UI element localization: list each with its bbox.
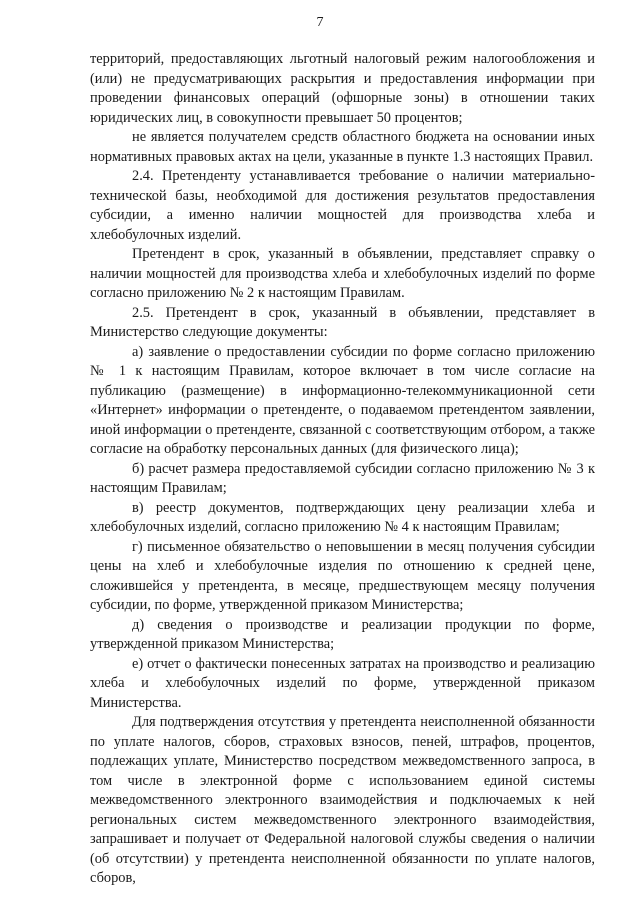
page-number: 7 xyxy=(316,15,324,30)
paragraph-12: Для подтверждения отсутствия у претендента неисполненной обязанности по уплате налогов, сборов, страховых взносов, пеней, штрафов, процентов, подлежащих уплате, Министерство посредством межведомственного запроса, в том числе в электронной форме с использованием единой системы межведомственного электронного взаимодействия и подключаемых к ней региональных систем межведомственного электронного взаимодействия, запрашивает и получает от Федеральной налоговой службы сведения о наличии (об отсутствии) у претендента неисполненной обязанности по уплате налогов, сборов, xyxy=(90,714,595,886)
document-body xyxy=(90,50,595,889)
paragraph-9: г) письменное обязательство о неповышении в месяц получения субсидии цены на хлеб и хлебобулочные изделия по отношению к средней цене, сложившейся у претендента, в месяце, предшествующем месяцу получения субсидии, по форме, утвержденной приказом Министерства; xyxy=(90,538,595,613)
paragraph-2: не является получателем средств областного бюджета на основании иных нормативных правовых актах на цели, указанные в пункте 1.3 настоящих Правил. xyxy=(90,129,595,165)
paragraph-10: д) сведения о производстве и реализации продукции по форме, утвержденной приказом Министерства; xyxy=(90,616,595,652)
paragraph-3: 2.4. Претенденту устанавливается требование о наличии материально-технической базы, необходимой для достижения результатов предоставления субсидии, а именно наличии мощностей для производства хлеба и хлебобулочных изделий. xyxy=(90,168,595,243)
paragraph-4: Претендент в срок, указанный в объявлении, представляет справку о наличии мощностей для производства хлеба и хлебобулочных изделий по форме согласно приложению № 2 к настоящим Правилам. xyxy=(90,246,595,301)
paragraph-6: а) заявление о предоставлении субсидии по форме согласно приложению № 1 к настоящим Правилам, которое включает в том числе согласие на публикацию (размещение) в информационно-телекоммуникационной сети «Интернет» информации о претенденте, о подаваемом претендентом заявлении, иной информации о претенденте, связанной с соответствующим отбором, а также согласие на обработку персональных данных (для физического лица); xyxy=(90,343,595,457)
paragraph-5: 2.5. Претендент в срок, указанный в объявлении, представляет в Министерство следующие документы: xyxy=(90,304,595,340)
paragraph-7: б) расчет размера предоставляемой субсидии согласно приложению № 3 к настоящим Правилам; xyxy=(90,460,595,496)
paragraph-11: е) отчет о фактически понесенных затратах на производство и реализацию хлеба и хлебобулочных изделий по форме, утвержденной приказом Министерства. xyxy=(90,655,595,711)
paragraph-8: в) реестр документов, подтверждающих цену реализации хлеба и хлебобулочных изделий, согласно приложению № 4 к настоящим Правилам; xyxy=(90,499,595,535)
paragraph-1: территорий, предоставляющих льготный налоговый режим налогообложения и (или) не предусматривающих раскрытия и предоставления информации при проведении финансовых операций (офшорные зоны) в отношении таких юридических лиц, в совокупности превышает 50 процентов; xyxy=(90,51,595,126)
